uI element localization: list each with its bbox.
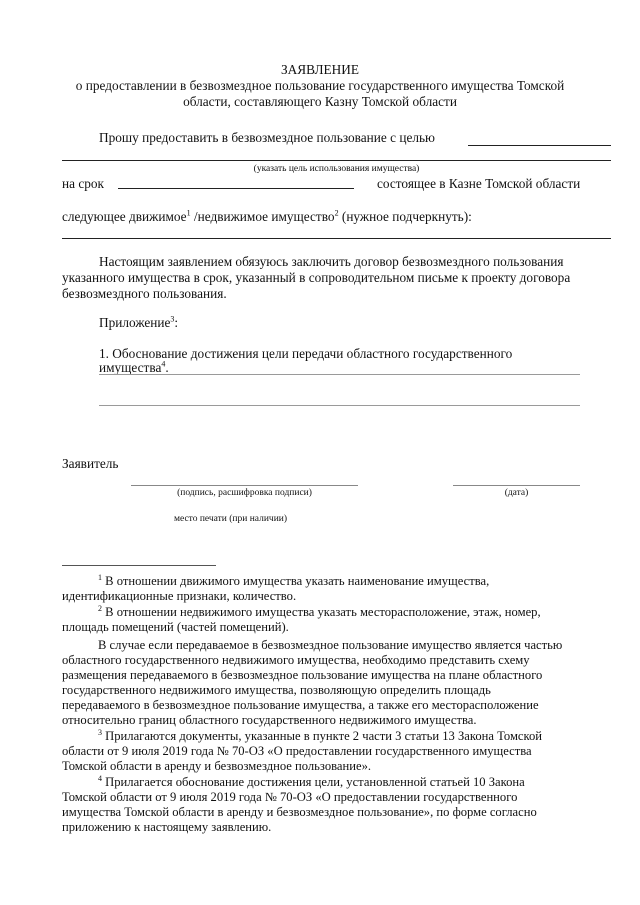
term-label: на срок [62,176,105,191]
stamp-hint: место печати (при наличии) [174,514,288,524]
signature-line[interactable] [131,485,358,486]
purpose-input-line-1[interactable] [468,145,611,146]
footnote-2: $^2$ В отношении недвижимого имущества указать месторасположение, этаж, номер, [98,603,541,619]
purpose-hint: (указать цель использования имущества) [253,164,420,174]
signature-hint: (подпись, расшифровка подписи) [177,488,312,498]
footnote-ref-3: 3 [170,314,175,324]
obligation-line-3: безвозмездного пользования. [62,286,227,301]
purpose-input-line-2[interactable] [62,160,611,161]
property-type-text: следующее движимое$^1$ /недвижимое имущество$^2$ (нужное подчеркнуть): [62,208,472,224]
date-hint: (дата) [504,488,529,498]
footnote-ref-2: 2 [334,208,339,218]
footnote-ref-4: 4 [161,359,166,369]
footnote-3: $^3$ Прилагаются документы, указанные в пункте 2 части 3 статьи 13 Закона Томской [98,727,543,743]
footnote-ref-1: 1 [186,208,191,218]
attachment-input-line-1[interactable] [99,374,580,375]
applicant-label: Заявитель [62,456,119,471]
treasury-text: состоящее в Казне Томской области [377,176,581,191]
document-title: ЗАЯВЛЕНИЕ [281,62,359,77]
footnote-1: $^1$ В отношении движимого имущества указать наименование имущества, [98,572,490,588]
footnote-4: $^4$ Прилагается обоснование достижения цели, установленной статьей 10 Закона [98,773,525,789]
purpose-label: Прошу предоставить в безвозмездное пользование с целью [99,130,435,145]
document-subtitle-line-2: области, составляющего Казну Томской области [183,94,457,109]
attachments-label: Приложение$^3$: [99,314,179,330]
term-input-line[interactable] [118,188,354,189]
attachment-item-1-line-1: 1. Обоснование достижения цели передачи областного государственного [99,346,513,361]
obligation-line-2: указанного имущества в срок, указанный в сопроводительном письме к проекту договора [62,270,571,285]
footnote-separator [62,565,216,566]
obligation-line-1: Настоящим заявлением обязуюсь заключить договор безвозмездного пользования [99,254,564,269]
footnotes: $^1$ В отношении движимого имущества указать наименование имущества, идентификационные признаки, количество. $^2$ В отношении недвижимого имущества указать месторасположение, этаж, номер, площадь помещений (частей помещений). В случае если передаваемое в безвозмездное пользование имущество является частью областного государственного недвижимого имущества, необходимо представить схему размещения передаваемого в безвозмездное пользование имущества на плане областного государственного недвижимого имущества, позволяющую определить площадь передаваемого в безвозмездное пользование имущества, а также его месторасположение относительно границ областного государственного недвижимого имущества. $^3$ Прилагаются документы, указанные в пункте 2 части 3 статьи 13 Закона Томской области от 9 июля 2019 года № 70-ОЗ «О предоставлении государственного имущества Томской области в аренду и безвозмездное пользование». $^4$ Прилагается обоснование достижения цели, установленной статьей 10 Закона Томской области от 9 июля 2019 года № 70-ОЗ «О предоставлении государственного имущества Томской области в аренду и безвозмездное пользование», по форме согласно приложению к настоящему заявлению. [62,574,610,835]
footnote-2-continued: В случае если передаваемое в безвозмездное пользование имущество является частью [98,638,563,652]
document-subtitle-line-1: о предоставлении в безвозмездное пользование государственного имущества Томской [75,78,565,93]
property-input-line[interactable] [62,238,611,239]
date-line[interactable] [453,485,580,486]
attachment-input-line-2[interactable] [99,405,580,406]
attachment-item-1-line-2: имущества$^4$. [99,359,169,375]
